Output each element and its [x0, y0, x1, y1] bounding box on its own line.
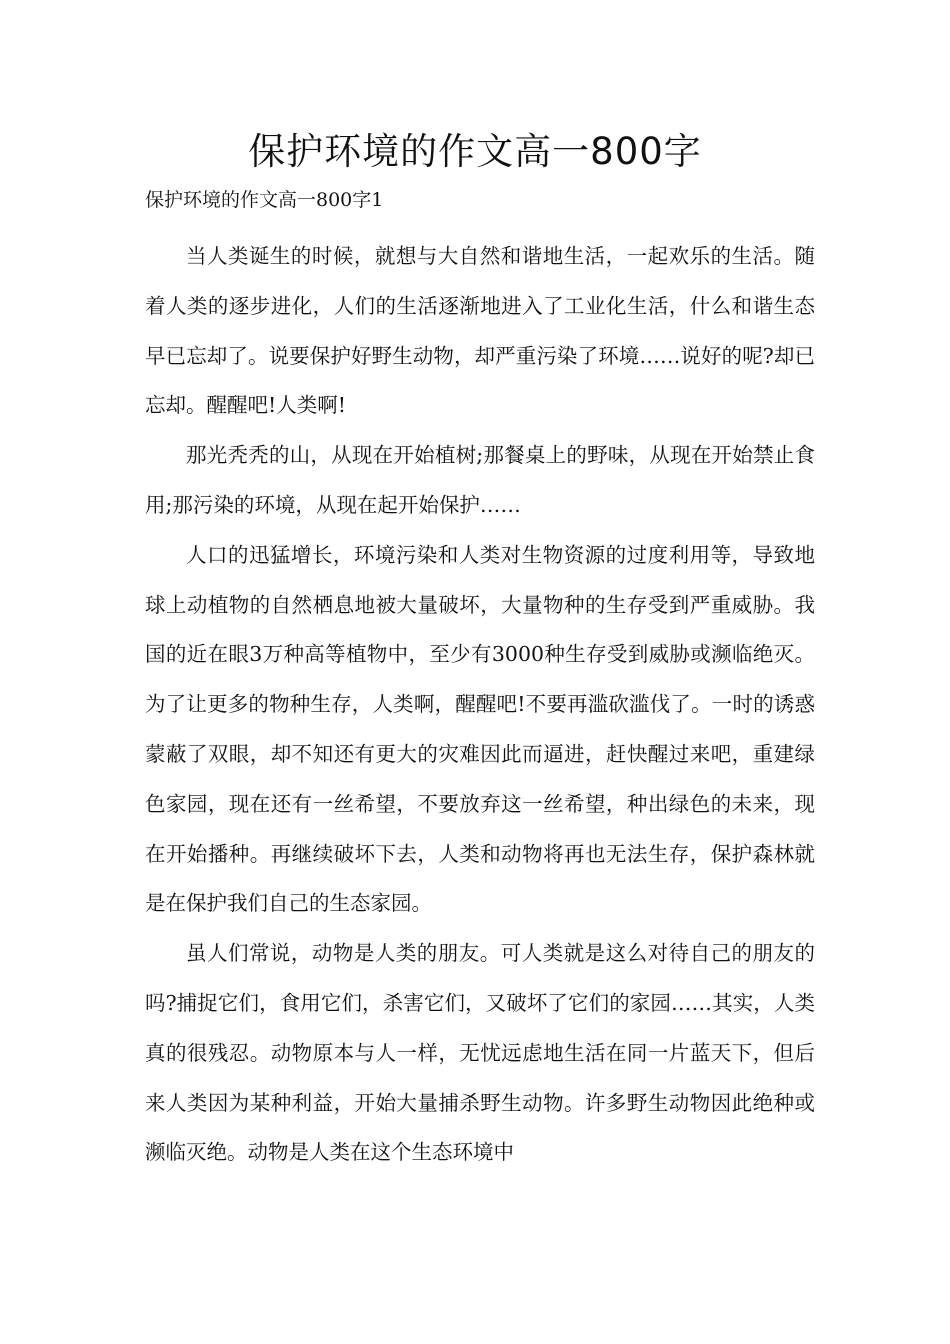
- paragraph-1: 当人类诞生的时候，就想与大自然和谐地生活，一起欢乐的生活。随着人类的逐步进化，人们的生活逐渐地进入了工业化生活，什么和谐生态早已忘却了。说要保护好野生动物，却严重污染了环境……说好的呢?却已忘却。醒醒吧!人类啊!: [145, 244, 815, 418]
- paragraph-3: 人口的迅猛增长，环境污染和人类对生物资源的过度利用等，导致地球上动植物的自然栖息地被大量破坏，大量物种的生存受到严重威胁。我国的近在眼3万种高等植物中，至少有3000种生存受到威胁或濒临绝灭。为了让更多的物种生存，人类啊，醒醒吧!不要再滥砍滥伐了。一时的诱惑蒙蔽了双眼，却不知还有更大的灾难因此而逼进，赶快醒过来吧，重建绿色家园，现在还有一丝希望，不要放弃这一丝希望，种出绿色的未来，现在开始播种。再继续破坏下去，人类和动物将再也无法生存，保护森林就是在保护我们自己的生态家园。: [145, 542, 815, 916]
- document-body: [145, 232, 815, 1178]
- essay-heading: 保护环境的作文高一800字1: [145, 189, 384, 211]
- paragraph-2: 那光秃秃的山，从现在开始植树;那餐桌上的野味，从现在开始禁止食用;那污染的环境，从现在起开始保护……: [145, 443, 815, 517]
- document-title: 保护环境的作文高一800字: [248, 130, 702, 173]
- paragraph-4: 虽人们常说，动物是人类的朋友。可人类就是这么对待自己的朋友的吗?捕捉它们，食用它们，杀害它们，又破坏了它们的家园……其实，人类真的很残忍。动物原本与人一样，无忧远虑地生活在同一片蓝天下，但后来人类因为某种利益，开始大量捕杀野生动物。许多野生动物因此绝种或濒临灭绝。动物是人类在这个生态环境中: [145, 941, 815, 1165]
